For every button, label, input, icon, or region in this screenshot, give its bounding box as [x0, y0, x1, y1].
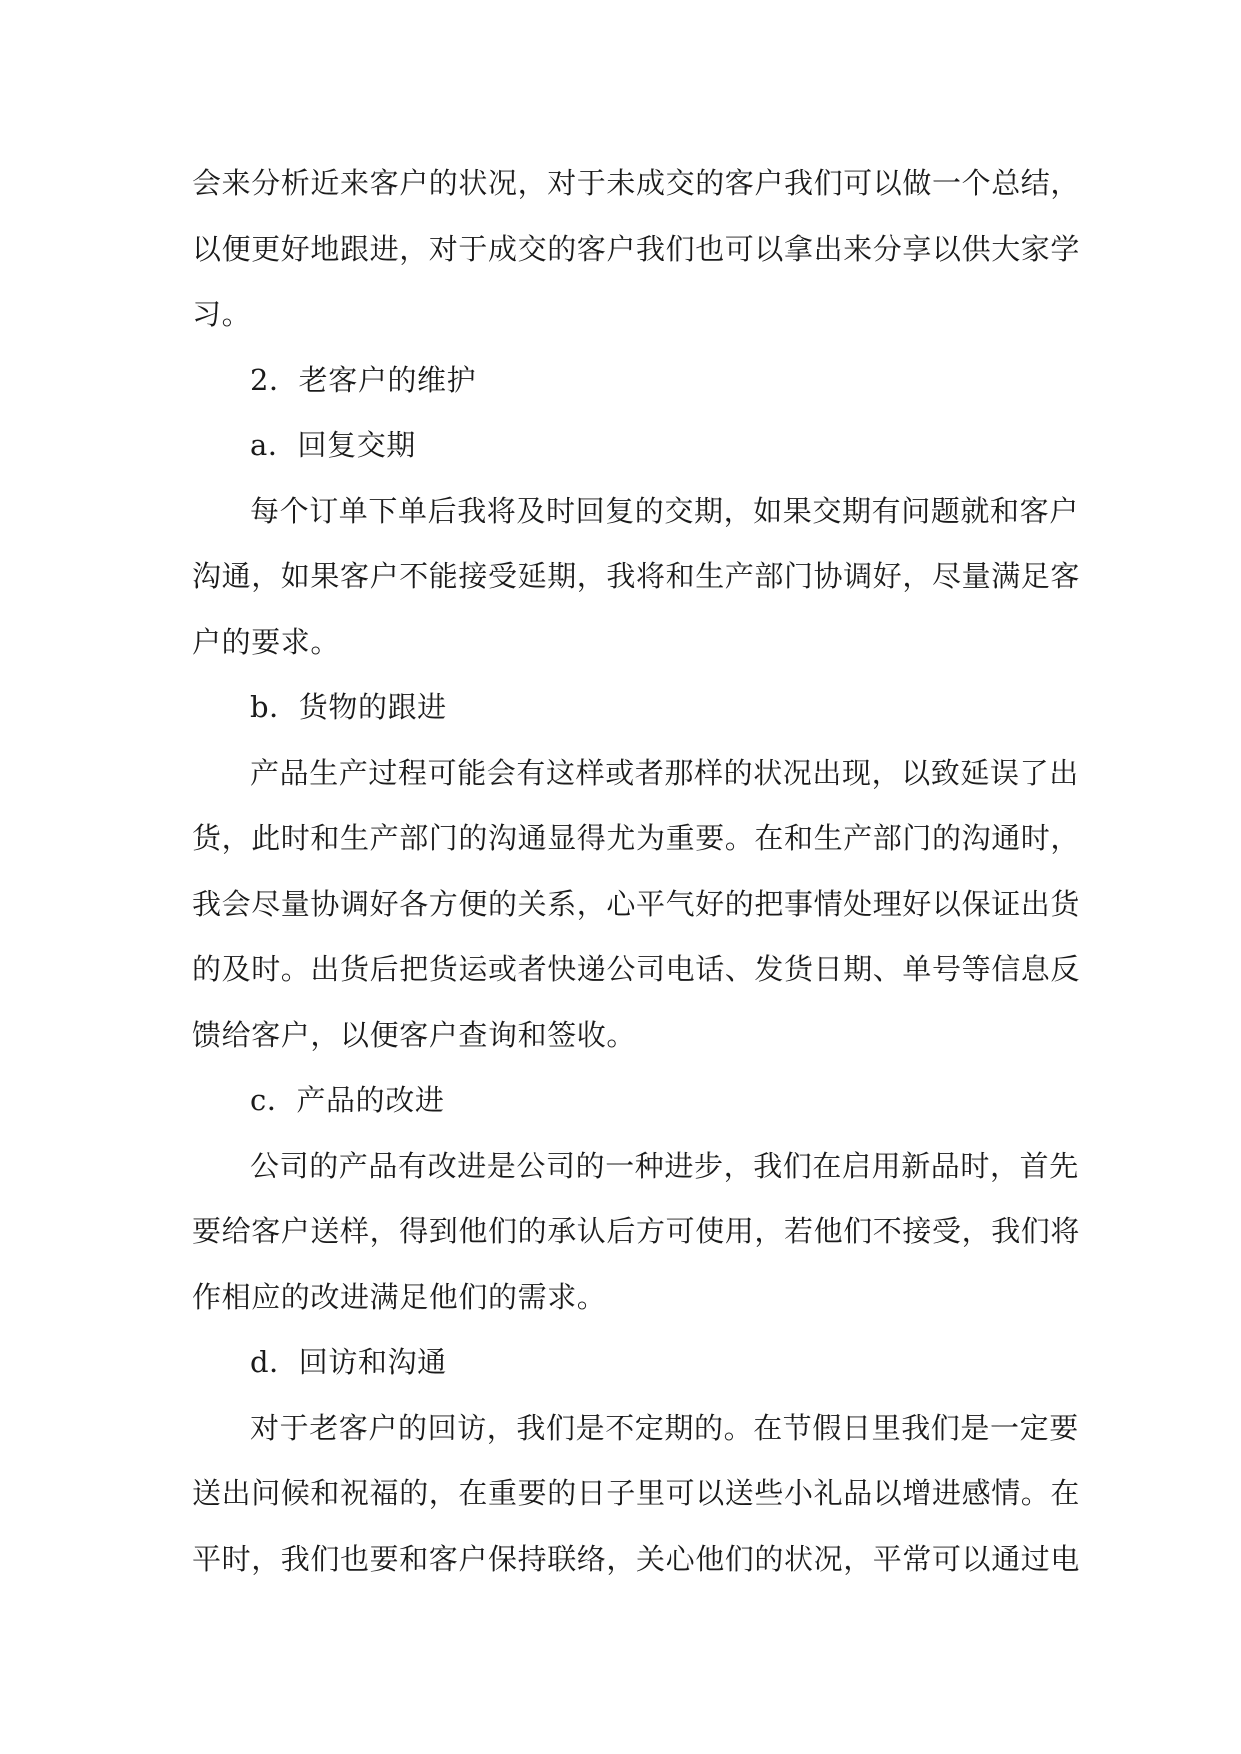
- text-line: 要给客户送样，得到他们的承认后方可使用，若他们不接受，我们将: [192, 1214, 1081, 1248]
- text-line: 的及时。出货后把货运或者快递公司电话、发货日期、单号等信息反: [192, 952, 1081, 986]
- text-line: 我会尽量协调好各方便的关系，心平气好的把事情处理好以保证出货: [192, 886, 1081, 921]
- text-line: 户的要求。: [192, 624, 341, 659]
- subsection-heading: c．产品的改进: [250, 1083, 445, 1117]
- text-line: 馈给客户，以便客户查询和签收。: [192, 1017, 637, 1052]
- subsection-heading: a．回复交期: [250, 428, 416, 462]
- text-line: 以便更好地跟进，对于成交的客户我们也可以拿出来分享以供大家学: [192, 231, 1081, 266]
- document-page: [192, 151, 1081, 1592]
- text-line: 作相应的改进满足他们的需求。: [192, 1279, 607, 1314]
- text-line: 货，此时和生产部门的沟通显得尤为重要。在和生产部门的沟通时，: [192, 821, 1081, 855]
- text-line: 会来分析近来客户的状况，对于未成交的客户我们可以做一个总结，: [192, 166, 1081, 200]
- paragraph-first-line: 每个订单下单后我将及时回复的交期，如果交期有问题就和客户: [250, 493, 1079, 528]
- text-line: 平时，我们也要和客户保持联络，关心他们的状况，平常可以通过电: [192, 1541, 1081, 1576]
- subsection-heading: d．回访和沟通: [250, 1345, 447, 1379]
- text-line: 沟通，如果客户不能接受延期，我将和生产部门协调好，尽量满足客: [192, 559, 1081, 593]
- paragraph-first-line: 对于老客户的回访，我们是不定期的。在节假日里我们是一定要: [250, 1410, 1079, 1445]
- paragraph-first-line: 公司的产品有改进是公司的一种进步，我们在启用新品时，首先: [250, 1148, 1079, 1183]
- text-line: 习。: [192, 297, 252, 331]
- paragraph-first-line: 产品生产过程可能会有这样或者那样的状况出现，以致延误了出: [250, 755, 1079, 790]
- text-line: 送出问候和祝福的，在重要的日子里可以送些小礼品以增进感情。在: [192, 1476, 1081, 1510]
- subsection-heading: b．货物的跟进: [250, 690, 447, 724]
- section-heading: 2．老客户的维护: [250, 362, 477, 397]
